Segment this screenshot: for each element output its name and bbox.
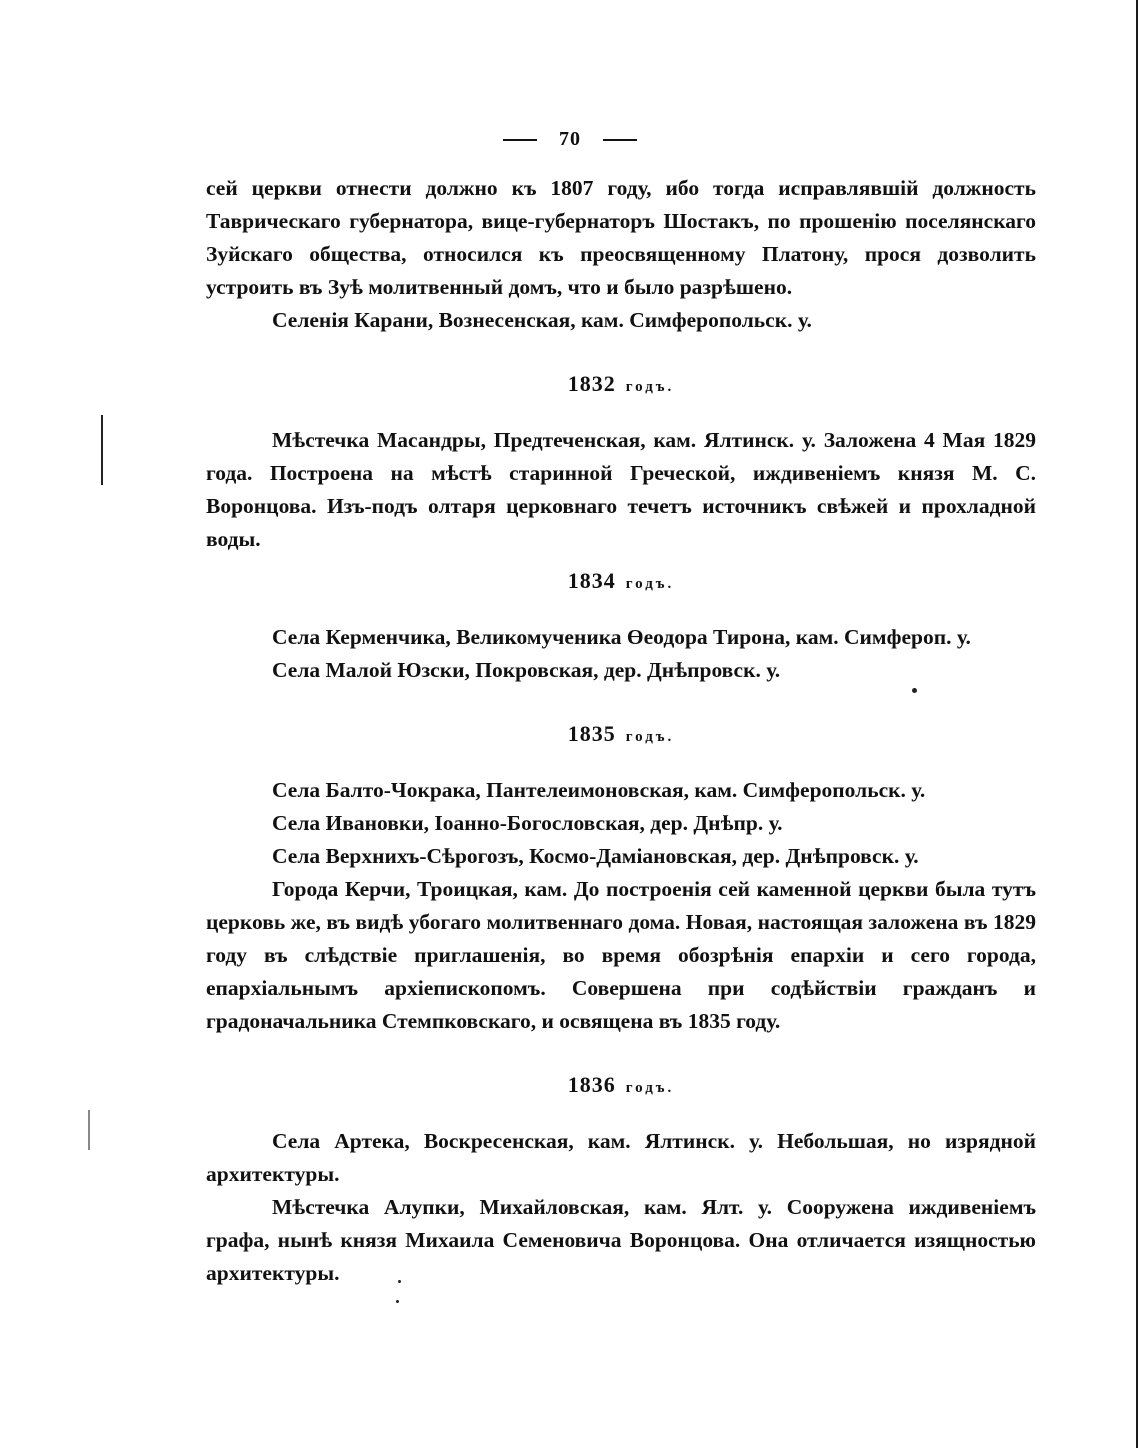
page-edge-line (1136, 0, 1138, 1448)
scan-speck (912, 688, 917, 693)
page-body (206, 172, 1036, 1290)
year-word: годъ. (625, 1080, 675, 1096)
entry-kermenchik: Села Керменчика, Великомученика Өеодора Тирона, кам. Симфероп. у. (272, 625, 971, 649)
entry-balto-chokrak: Села Балто-Чокрака, Пантелеимоновская, кам. Симферопольск. у. (272, 778, 926, 802)
entry-kerch: Города Керчи, Троицкая, кам. До построенія сей каменной церкви была тутъ церковь же, въ видѣ убогаго молитвеннаго дома. Новая, настоящая заложена въ 1829 году въ слѣдствіе приглашенія, во время обозрѣнія епархіи и сего города, епархіальнымъ архіепископомъ. Совершена при содѣйствіи гражданъ и градоначальника Стемпковскаго, и освящена въ 1835 году. (206, 877, 1036, 1033)
intro-entry: Селенія Карани, Вознесенская, кам. Симферопольск. у. (272, 308, 812, 332)
year-number: 1832 (567, 371, 616, 396)
entry-ivanovka: Села Ивановки, Іоанно-Богословская, дер. Днѣпр. у. (272, 811, 783, 835)
scan-speck (398, 1280, 401, 1283)
year-number: 1835 (567, 721, 616, 746)
year-word: годъ. (625, 576, 675, 592)
entry-artek: Села Артека, Воскресенская, кам. Ялтинск. у. Небольшая, но изрядной архитектуры. (206, 1129, 1036, 1186)
entry-verkhnie-serogozy: Села Верхнихъ-Сѣрогозъ, Космо-Даміановская, дер. Днѣпровск. у. (272, 844, 919, 868)
year-heading-1834 (206, 564, 1036, 601)
scan-speck (396, 1300, 399, 1303)
year-heading-1835 (206, 717, 1036, 754)
entry-masandra: Мѣстечка Масандры, Предтеченская, кам. Ялтинск. у. Заложена 4 Мая 1829 года. Построена на мѣстѣ старинной Греческой, иждивеніемъ князя М. С. Воронцова. Изъ-подъ олтаря церковнаго течетъ источникъ свѣжей и прохладной воды. (206, 428, 1036, 551)
year-number: 1834 (567, 568, 616, 593)
entry-alupka: Мѣстечка Алупки, Михайловская, кам. Ялт. у. Сооружена иждивеніемъ графа, нынѣ князя Михаила Семеновича Воронцова. Она отличается изящностью архитектуры. (206, 1195, 1036, 1285)
page-number: 70 (559, 128, 581, 150)
intro-paragraph: сей церкви отнести должно къ 1807 году, ибо тогда исправлявшій должность Таврическаго губернатора, вице-губернаторъ Шостакъ, по прошенію поселянскаго Зуйскаго общества, относился къ преосвященному Платону, прося дозволить устроить въ Зуѣ молитвенный домъ, что и было разрѣшено. (206, 176, 1036, 299)
year-heading-1832 (206, 367, 1036, 404)
page-number-header (0, 128, 1140, 151)
entry-malaya-yuzska: Села Малой Юзски, Покровская, дер. Днѣпровск. у. (272, 658, 781, 682)
year-heading-1836 (206, 1068, 1036, 1105)
margin-scan-mark (101, 415, 103, 485)
year-word: годъ. (625, 379, 675, 395)
year-number: 1836 (567, 1072, 616, 1097)
year-word: годъ. (625, 729, 675, 745)
header-dash-left (503, 139, 537, 141)
header-dash-right (603, 139, 637, 141)
margin-scan-mark (88, 1110, 90, 1150)
